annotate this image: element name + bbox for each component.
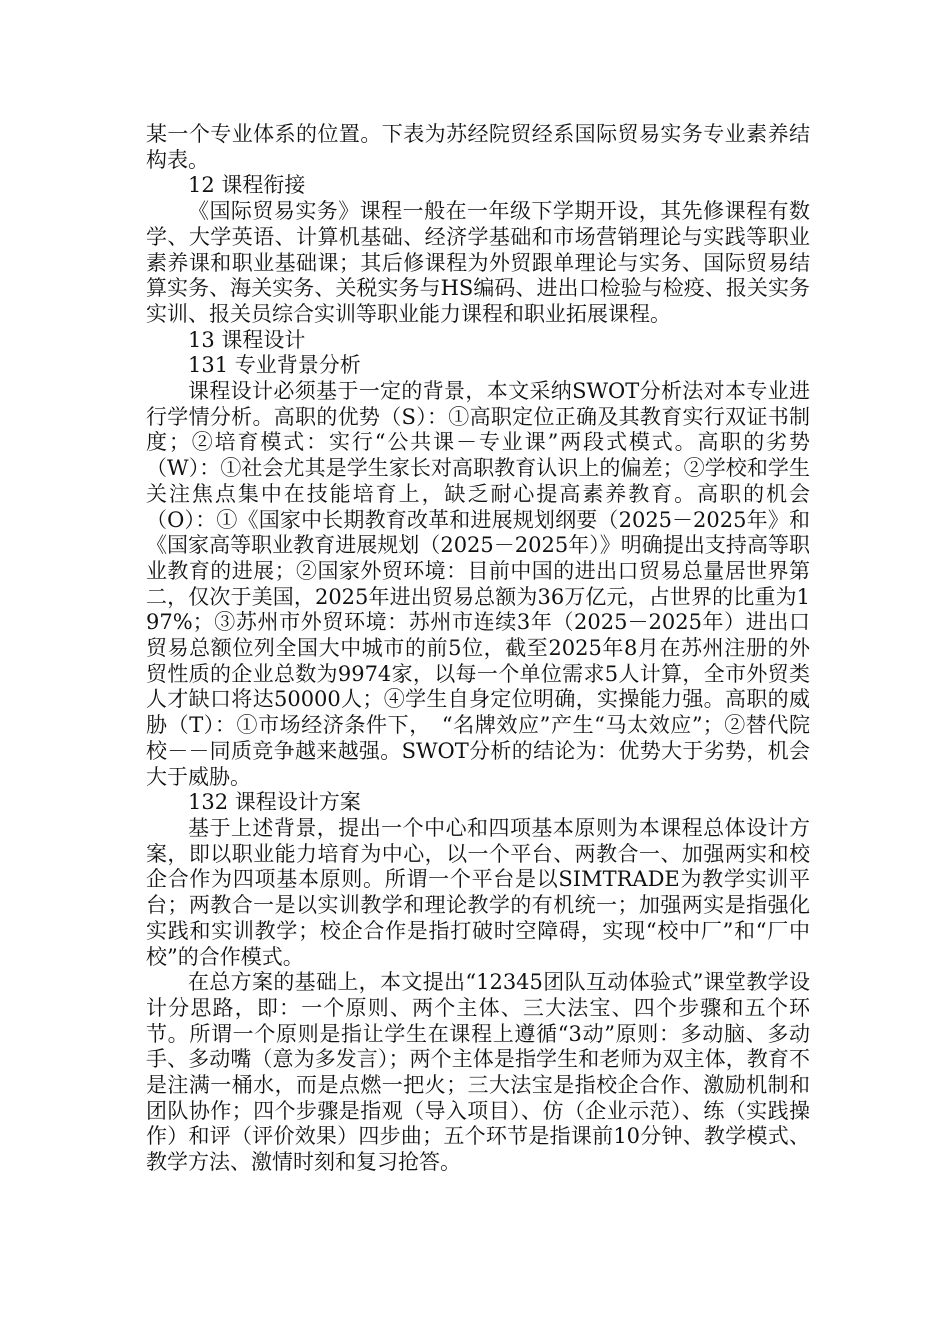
heading-course-design: 13 课程设计: [188, 327, 306, 352]
paragraph-swot-analysis: 课程设计必须基于一定的背景，本文采纳SWOT分析法对本专业进行学情分析。高职的优势（S）：①高职定位正确及其教育实行双证书制度；②培育模式：实行“公共课－专业课”两段式模式。高职的劣势（W）：①社会尤其是学生家长对高职教育认识上的偏差；②学校和学生关注焦点集中在技能培育上，缺乏耐心提高素养教育。高职的机会（O）：①《国家中长期教育改革和进展规划纲要（2025－2025年》和《国家高等职业教育进展规划（2025－2025年）》明确提出支持高等职业教育的进展；②国家外贸环境：目前中国的进出口贸易总量居世界第二，仅次于美国，2025年进出贸易总额为36万亿元，占世界的比重为197%；③苏州市外贸环境：苏州市连续3年（2025－2025年）进出口贸易总额位列全国大中城市的前5位，截至2025年8月在苏州注册的外贸性质的企业总数为9974家，以每一个单位需求5人计算，全市外贸类人才缺口将达50000人；④学生自身定位明确，实操能力强。高职的威胁（T）：①市场经济条件下， “名牌效应”产生“马太效应”；②替代院校－－同质竞争越来越强。SWOT分析的结论为：优势大于劣势，机会大于威胁。: [146, 379, 810, 789]
heading-course-connection: 12 课程衔接: [188, 173, 306, 198]
paragraph-design-plan: 基于上述背景，提出一个中心和四项基本原则为本课程总体设计方案，即以职业能力培育为中心，以一个平台、两教合一、加强两实和校企合作为四项基本原则。所谓一个平台是以SIMTRADE为教学实训平台；两教合一是以实训教学和理论教学的有机统一；加强两实是指强化实践和实训教学；校企合作是指打破时空障碍，实现“校中厂”和“厂中校”的合作模式。: [146, 815, 810, 969]
document-body: [146, 122, 810, 1176]
paragraph-teaching-design: 在总方案的基础上，本文提出“12345团队互动体验式”课堂教学设计分思路，即：一个原则、两个主体、三大法宝、四个步骤和五个环节。所谓一个原则是指让学生在课程上遵循“3动”原则：多动脑、多动手、多动嘴（意为多发言）；两个主体是指学生和老师为双主体，教育不是注满一桶水，而是点燃一把火；三大法宝是指校企合作、激励机制和团队协作；四个步骤是指观（导入项目）、仿（企业示范）、练（实践操作）和评（评价效果）四步曲；五个环节是指课前10分钟、教学模式、教学方法、激情时刻和复习抢答。: [146, 970, 810, 1175]
paragraph-intro: 某一个专业体系的位置。下表为苏经院贸经系国际贸易实务专业素养结构表。: [146, 122, 810, 172]
heading-background-analysis: 131 专业背景分析: [188, 353, 361, 378]
heading-design-plan: 132 课程设计方案: [188, 790, 361, 815]
paragraph-course-connection: 《国际贸易实务》课程一般在一年级下学期开设，其先修课程有数学、大学英语、计算机基础、经济学基础和市场营销理论与实践等职业素养课和职业基础课；其后修课程为外贸跟单理论与实务、国际贸易结算实务、海关实务、关税实务与HS编码、进出口检验与检疫、报关实务实训、报关员综合实训等职业能力课程和职业拓展课程。: [146, 199, 810, 326]
